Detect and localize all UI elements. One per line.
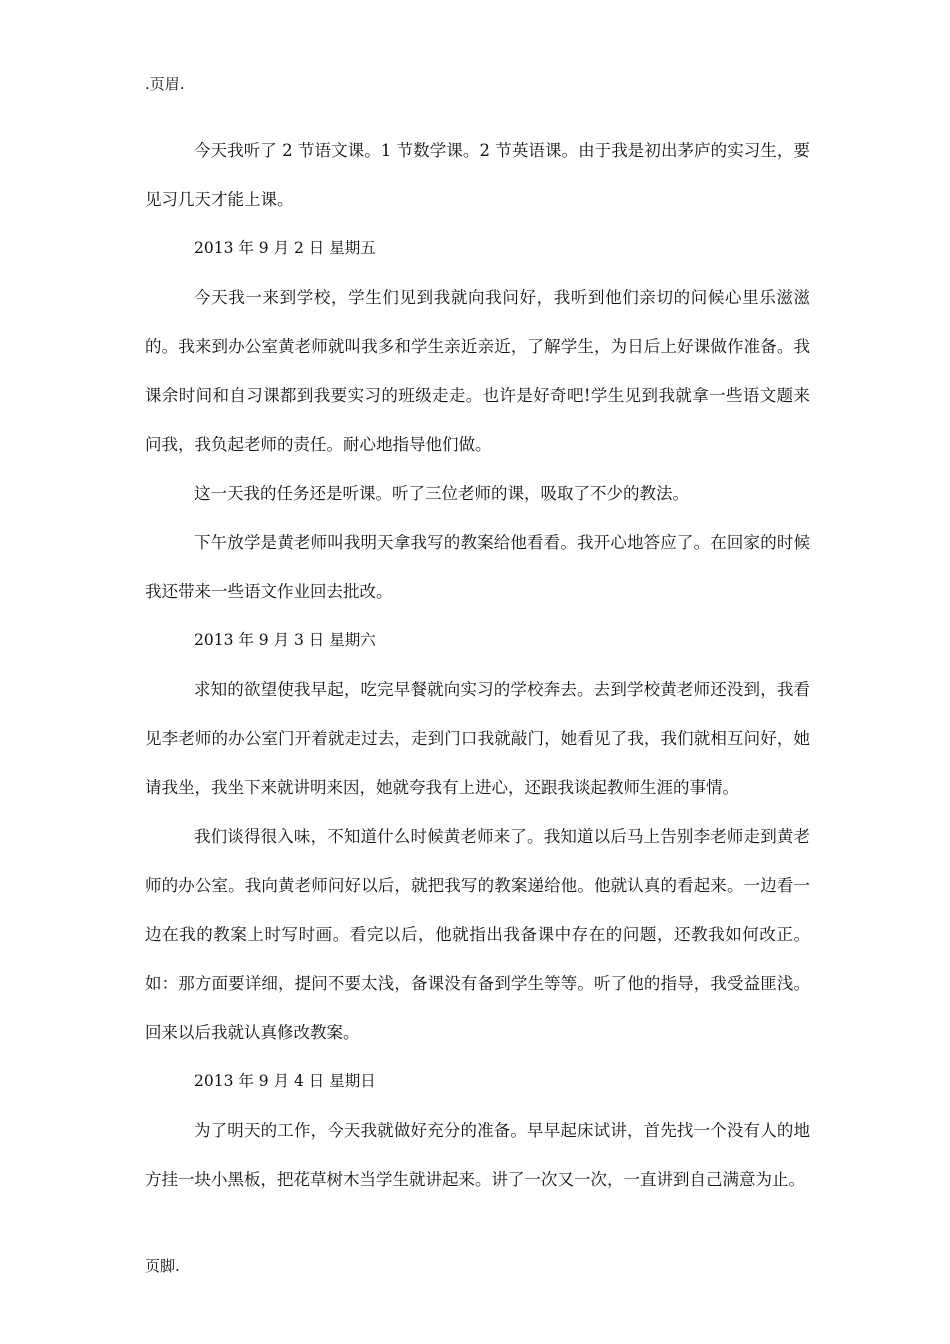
document-body	[145, 126, 810, 1204]
diary-date-sept-2: 2013 年 9 月 2 日 星期五	[194, 239, 376, 257]
paragraph-listening-task: 这一天我的任务还是听课。听了三位老师的课，吸取了不少的教法。	[194, 484, 689, 503]
diary-date-sept-3: 2013 年 9 月 3 日 星期六	[194, 631, 376, 649]
page-footer: 页脚.	[145, 1257, 180, 1275]
paragraph-trial-teaching: 为了明天的工作，今天我就做好充分的准备。早早起床试讲，首先找一个没有人的地方挂一块小黑板，把花草树木当学生就讲起来。讲了一次又一次，一直讲到自己满意为止。	[145, 1121, 810, 1189]
page-header: .页眉.	[145, 75, 185, 93]
paragraph-lesson-plan-request: 下午放学是黄老师叫我明天拿我写的教案给他看看。我开心地答应了。在回家的时候我还带来一些语文作业回去批改。	[145, 533, 810, 601]
paragraph-teacher-huang-feedback: 我们谈得很入味，不知道什么时候黄老师来了。我知道以后马上告别李老师走到黄老师的办公室。我向黄老师问好以后，就把我写的教案递给他。他就认真的看起来。一边看一边在我的教案上时写时画。看完以后，他就指出我备课中存在的问题，还教我如何改正。如：那方面要详细，提问不要太浅，备课没有备到学生等等。听了他的指导，我受益匪浅。回来以后我就认真修改教案。	[145, 827, 810, 1042]
diary-date-sept-4: 2013 年 9 月 4 日 星期日	[194, 1072, 376, 1090]
paragraph-lesson-observation: 今天我听了 2 节语文课。1 节数学课。2 节英语课。由于我是初出茅庐的实习生，要见习几天才能上课。	[145, 141, 810, 209]
paragraph-visit-teacher-li: 求知的欲望使我早起，吃完早餐就向实习的学校奔去。去到学校黄老师还没到，我看见李老师的办公室门开着就走过去，走到门口我就敲门，她看见了我，我们就相互问好，她请我坐，我坐下来就讲明来因，她就夸我有上进心，还跟我谈起教师生涯的事情。	[145, 680, 810, 797]
paragraph-first-day-school: 今天我一来到学校，学生们见到我就向我问好，我听到他们亲切的问候心里乐滋滋的。我来到办公室黄老师就叫我多和学生亲近亲近，了解学生，为日后上好课做作准备。我课余时间和自习课都到我要实习的班级走走。也许是好奇吧!学生见到我就拿一些语文题来问我，我负起老师的责任。耐心地指导他们做。	[145, 288, 810, 454]
